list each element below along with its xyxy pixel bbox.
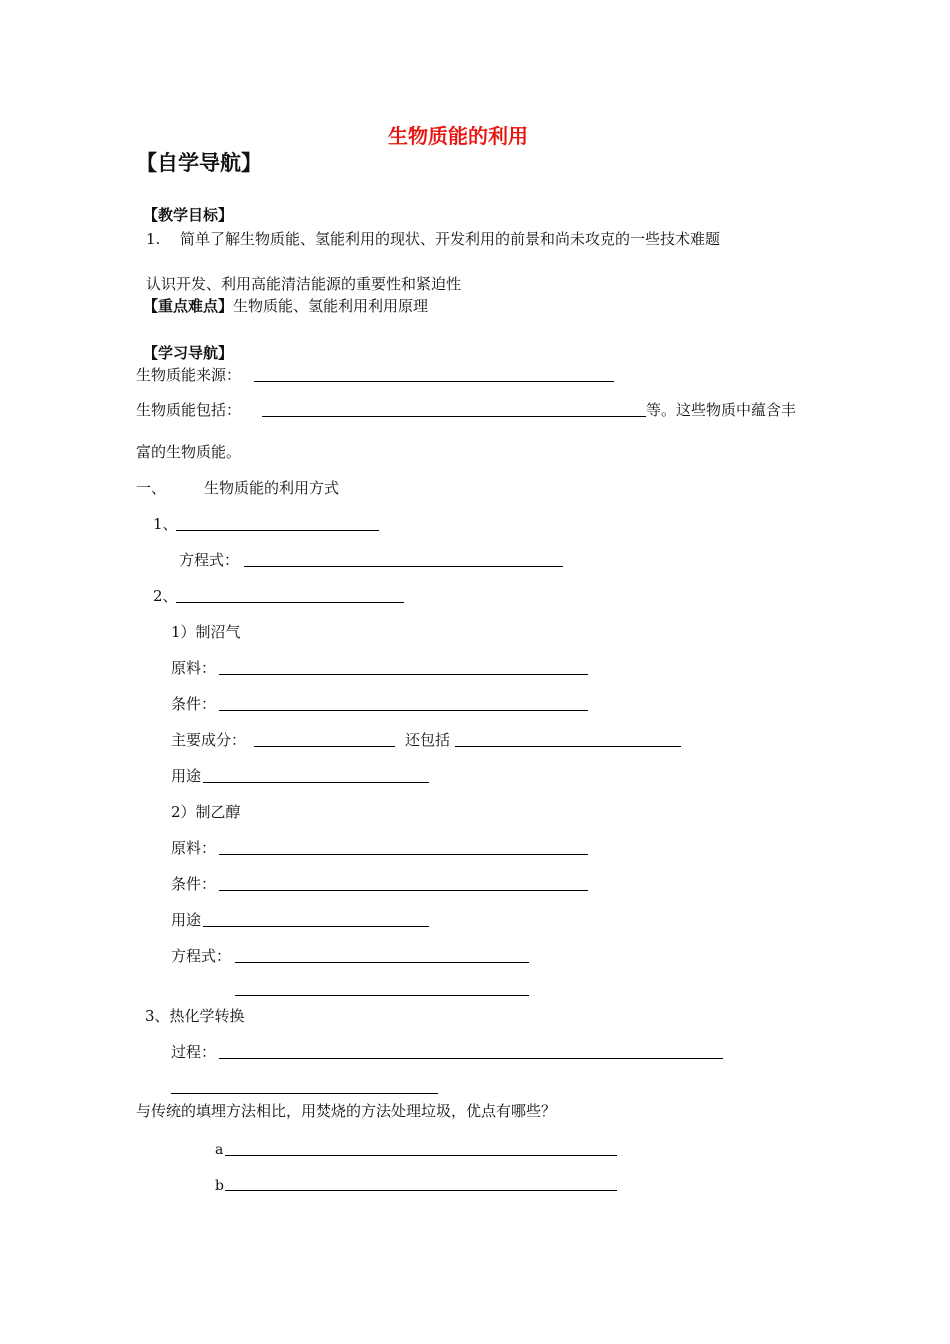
key-points-row xyxy=(143,296,428,316)
include-suffix: 等。这些物质中蕴含丰 xyxy=(646,401,797,419)
ethanol-condition-label: 条件： xyxy=(171,875,217,893)
biogas-use-label: 用途 xyxy=(171,767,202,785)
process-blank-2[interactable] xyxy=(171,1093,438,1094)
ethanol-use-label: 用途 xyxy=(171,911,202,929)
ethanol-equation-label: 方程式： xyxy=(171,947,232,965)
study-label: 【学习导航】 xyxy=(143,344,234,362)
equation-blank[interactable] xyxy=(244,566,563,567)
biogas-also-label: 还包括 xyxy=(405,731,451,749)
source-blank[interactable] xyxy=(254,381,614,382)
item-2-blank[interactable] xyxy=(176,602,404,603)
biogas-raw-blank[interactable] xyxy=(219,674,588,675)
biogas-heading: 1）制沼气 xyxy=(171,623,241,641)
biogas-main-component-label: 主要成分： xyxy=(171,731,247,749)
include-blank[interactable] xyxy=(262,416,646,417)
section-1-number: 一、 xyxy=(136,479,167,497)
biogas-raw-label: 原料： xyxy=(171,659,217,677)
main-heading: 【自学导航】 xyxy=(136,151,262,175)
objective-2-text: 认识开发、利用高能清洁能源的重要性和紧迫性 xyxy=(146,275,462,293)
ethanol-heading: 2）制乙醇 xyxy=(171,803,241,821)
objective-1-number: 1. xyxy=(146,230,161,248)
ethanol-raw-blank[interactable] xyxy=(219,854,588,855)
item-2-number: 2、 xyxy=(153,587,178,605)
key-points-text: 生物质能、氢能利用利用原理 xyxy=(233,297,429,315)
include-label: 生物质能包括： xyxy=(136,401,242,419)
ethanol-use-blank[interactable] xyxy=(203,926,429,927)
biogas-also-blank[interactable] xyxy=(455,746,681,747)
answer-a-blank[interactable] xyxy=(225,1155,617,1156)
section-1-title: 生物质能的利用方式 xyxy=(204,479,340,497)
answer-a-label: a xyxy=(215,1142,224,1158)
source-label: 生物质能来源： xyxy=(136,366,242,384)
item-3-heading: 3、热化学转换 xyxy=(145,1007,245,1025)
biogas-condition-blank[interactable] xyxy=(219,710,588,711)
question-text: 与传统的填埋方法相比，用焚烧的方法处理垃圾，优点有哪些？ xyxy=(136,1102,557,1120)
answer-b-label: b xyxy=(215,1178,224,1194)
objective-1-text: 简单了解生物质能、氢能利用的现状、开发利用的前景和尚未攻克的一些技术难题 xyxy=(180,230,721,248)
document-title: 生物质能的利用 xyxy=(388,124,528,148)
biogas-use-blank[interactable] xyxy=(203,782,429,783)
ethanol-raw-label: 原料： xyxy=(171,839,217,857)
process-label: 过程： xyxy=(171,1043,217,1061)
include-suffix-continued: 富的生物质能。 xyxy=(136,443,242,461)
item-1-blank[interactable] xyxy=(176,530,379,531)
objectives-label: 【教学目标】 xyxy=(143,206,234,224)
biogas-condition-label: 条件： xyxy=(171,695,217,713)
process-blank-1[interactable] xyxy=(219,1058,723,1059)
answer-b-blank[interactable] xyxy=(225,1190,617,1191)
ethanol-equation-blank-1[interactable] xyxy=(235,962,529,963)
item-1-number: 1、 xyxy=(153,515,178,533)
biogas-main-component-blank[interactable] xyxy=(254,746,395,747)
equation-label: 方程式： xyxy=(179,551,240,569)
key-points-label: 【重点难点】 xyxy=(143,297,234,315)
ethanol-equation-blank-2[interactable] xyxy=(235,995,529,996)
ethanol-condition-blank[interactable] xyxy=(219,890,588,891)
